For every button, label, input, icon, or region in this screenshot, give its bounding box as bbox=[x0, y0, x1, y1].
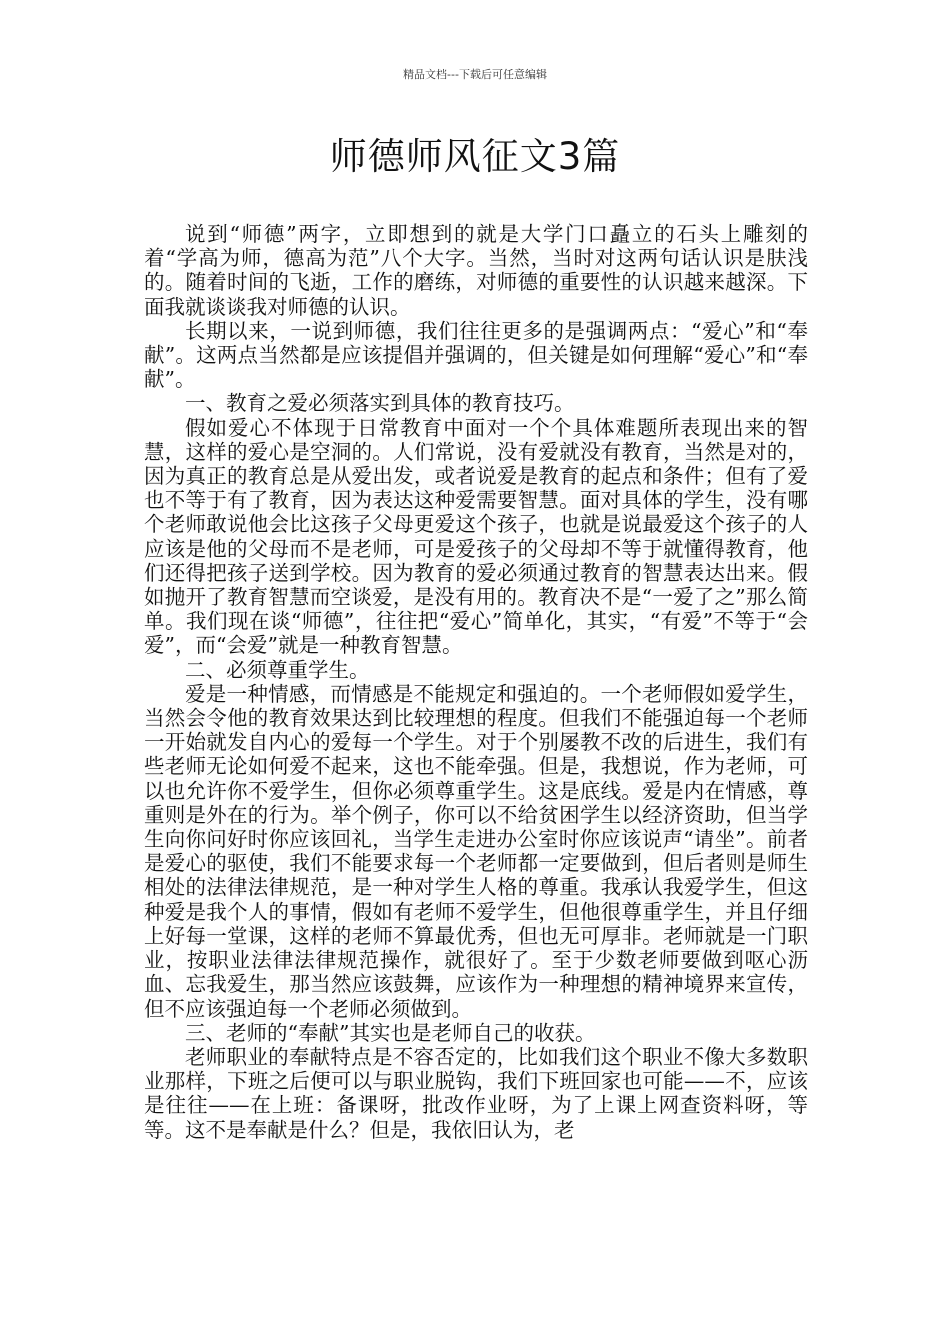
paragraph-dedication: 老师职业的奉献特点是不容否定的，比如我们这个职业不像大多数职业那样，下班之后便可以与职业脱钩，我们下班回家也可能——不，应该是往往——在上班：备课呀，批改作业呀，为了上课上网查资料呀，等等。这不是奉献是什么？但是，我依旧认为，老 bbox=[144, 1044, 808, 1142]
paragraph-intro: 说到“师德”两字，立即想到的就是大学门口矗立的石头上雕刻的着“学高为师，德高为范”八个大字。当然，当时对这两句话认识是肤浅的。随着时间的飞逝，工作的磨练，对师德的重要性的认识越来越深。下面我就谈谈我对师德的认识。 bbox=[144, 222, 808, 319]
document-title: 师德师风征文3篇 bbox=[329, 135, 621, 178]
section-heading-2: 二、必须尊重学生。 bbox=[185, 657, 370, 682]
section-heading-3: 三、老师的“奉献”其实也是老师自己的收获。 bbox=[185, 1020, 596, 1045]
paragraph-love-and-dedication: 长期以来，一说到师德，我们往往更多的是强调两点：“爱心”和“奉献”。这两点当然都是应该提倡并强调的，但关键是如何理解“爱心”和“奉献”。 bbox=[144, 318, 808, 392]
section-heading-1: 一、教育之爱必须落实到具体的教育技巧。 bbox=[185, 391, 575, 416]
paragraph-respect-students: 爱是一种情感，而情感是不能规定和强迫的。一个老师假如爱学生，当然会令他的教育效果达到比较理想的程度。但我们不能强迫每一个老师一开始就发自内心的爱每一个学生。对于个别屡教不改的后进生，我们有些老师无论如何爱不起来，这也不能牵强。但是，我想说，作为老师，可以也允许你不爱学生，但你必须尊重学生。这是底线。爱是内在情感，尊重则是外在的行为。举个例子，你可以不给贫困学生以经济资助，但当学生向你问好时你应该回礼，当学生走进办公室时你应该说声“请坐”。前者是爱心的驱使，我们不能要求每一个老师都一定要做到，但后者则是师生相处的法律法律规范，是一种对学生人格的尊重。我承认我爱学生，但这种爱是我个人的事情，假如有老师不爱学生，但他很尊重学生，并且仔细上好每一堂课，这样的老师不算最优秀，但也无可厚非。老师就是一门职业，按职业法律法律规范操作，就很好了。至于少数老师要做到呕心沥血、忘我爱生，那当然应该鼓舞，应该作为一种理想的精神境界来宣传，但不应该强迫每一个老师必须做到。 bbox=[144, 681, 808, 1021]
paragraph-education-wisdom: 假如爱心不体现于日常教育中面对一个个具体难题所表现出来的智慧，这样的爱心是空洞的。人们常说，没有爱就没有教育，当然是对的，因为真正的教育总是从爱出发，或者说爱是教育的起点和条件；但有了爱也不等于有了教育，因为表达这种爱需要智慧。面对具体的学生，没有哪个老师敢说他会比这孩子父母更爱这个孩子，也就是说最爱这个孩子的人应该是他的父母而不是老师，可是爱孩子的父母却不等于就懂得教育，他们还得把孩子送到学校。因为教育的爱必须通过教育的智慧表达出来。假如抛开了教育智慧而空谈爱，是没有用的。教育决不是“一爱了之”那么简单。我们现在谈“师德”，往往把“爱心”简单化，其实，“有爱”不等于“会爱”，而“会爱”就是一种教育智慧。 bbox=[144, 415, 808, 658]
document-body bbox=[144, 222, 808, 1142]
header-note: 精品文档---下载后可任意编辑 bbox=[403, 68, 547, 81]
